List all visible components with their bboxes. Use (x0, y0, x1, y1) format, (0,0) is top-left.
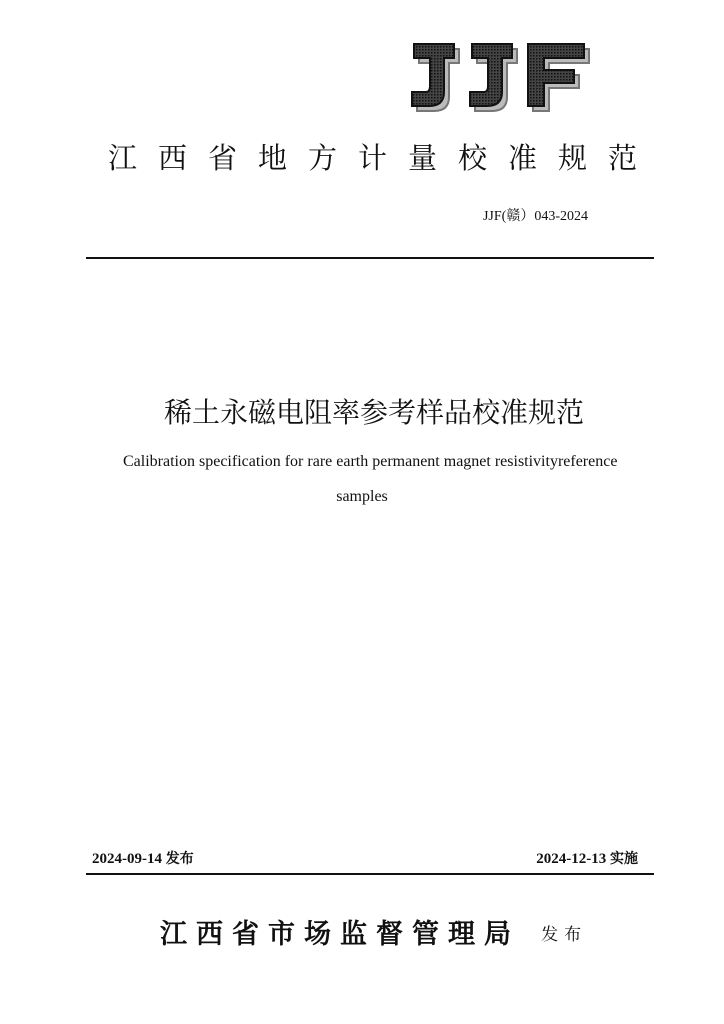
english-title-line-1: Calibration specification for rare earth permanent magnet resistivityreference (123, 453, 618, 470)
page-title: 稀土永磁电阻率参考样品校准规范 (163, 396, 584, 429)
bottom-divider (86, 873, 654, 875)
series-title: 江西省地方计量校准规范 (108, 141, 659, 175)
top-divider (86, 257, 654, 259)
issue-date-block (92, 848, 194, 868)
effective-date: 2024-12-13 (536, 851, 607, 867)
english-title-line-2: samples (336, 488, 388, 505)
effective-label: 实施 (610, 851, 638, 867)
document-code: JJF(赣）043-2024 (482, 209, 588, 224)
publisher-line (160, 912, 587, 951)
publisher-action: 发布 (541, 925, 588, 945)
issue-date: 2024-09-14 (92, 851, 162, 867)
issue-label: 发布 (165, 851, 194, 867)
jjf-logo (404, 40, 590, 116)
publisher-organization: 江西省市场监督管理局 (160, 919, 520, 950)
effective-date-block (536, 848, 638, 868)
